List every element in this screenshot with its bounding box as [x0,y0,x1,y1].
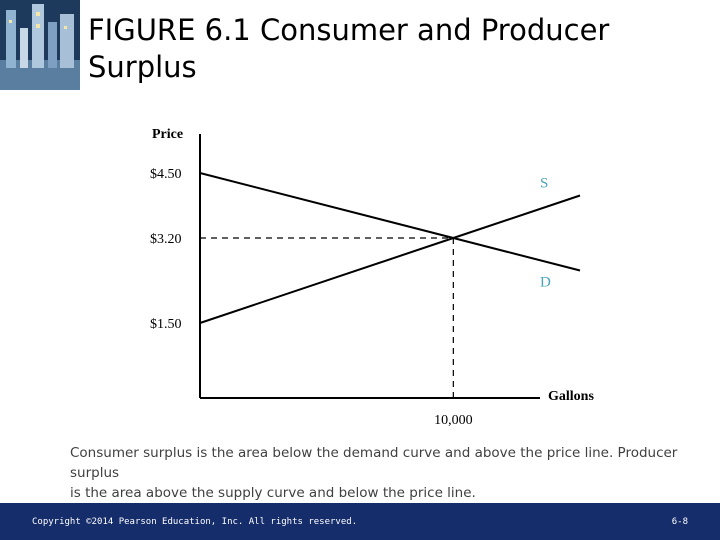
footer-bar [0,503,720,540]
caption-line-1: Consumer surplus is the area below the demand curve and above the price line. Producer surplus [70,445,678,481]
y-tick-label: $4.50 [150,167,182,182]
curve-d [200,173,580,271]
slide-title [88,12,708,86]
x-tick-label: 10,000 [434,413,473,428]
figure-caption [70,443,700,503]
caption-line-2: is the area above the supply curve and below the price line. [70,485,476,501]
page-number: 6-8 [671,517,688,527]
slide-title-line-2: Surplus [88,50,197,84]
y-tick-label: $1.50 [150,317,182,332]
x-axis-label: Gallons [548,389,594,404]
curve-label-d: D [540,274,551,291]
y-tick-label: $3.20 [150,232,182,247]
surplus-chart [130,118,610,430]
copyright-text: Copyright ©2014 Pearson Education, Inc. All rights reserved. [32,517,358,527]
curve-s [200,196,580,324]
slide-title-line-1: FIGURE 6.1 Consumer and Producer [88,13,610,47]
y-axis-label: Price [152,127,184,142]
city-skyline-icon [0,0,80,90]
curve-label-s: S [540,175,549,192]
